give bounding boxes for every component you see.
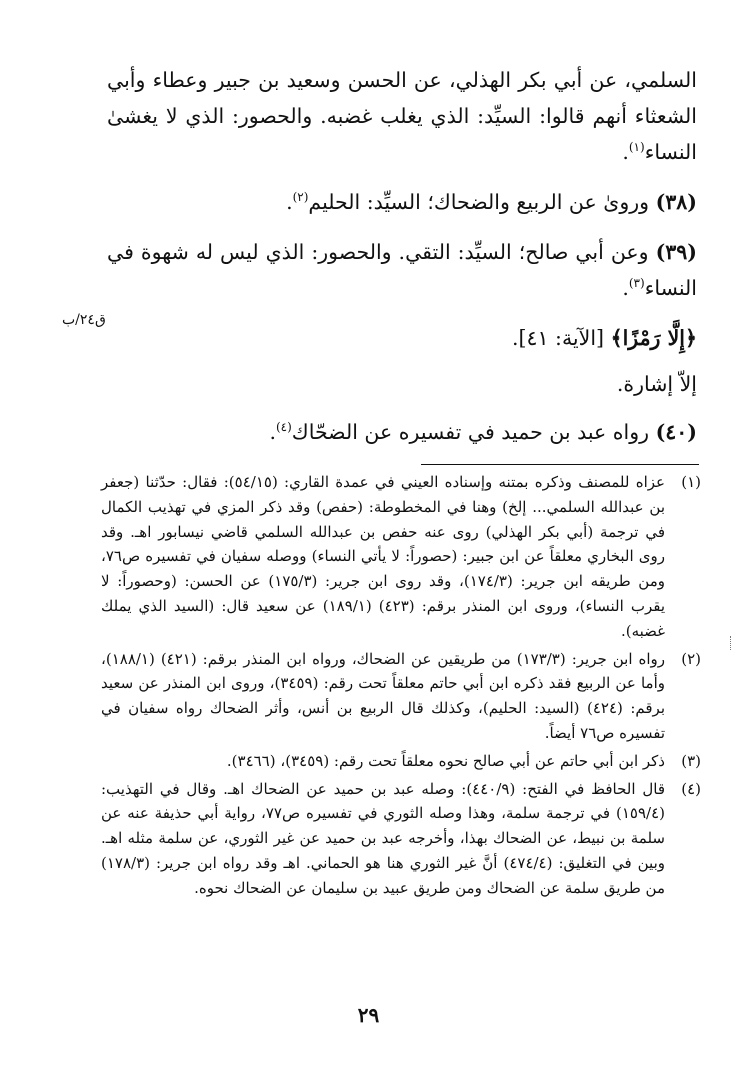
main-text xyxy=(107,62,697,450)
paragraph-38: (٣٨) ورویٰ عن الربیع والضحاك؛ السیِّد: الحلیم$^{(٢)}$. xyxy=(286,190,697,214)
footnote-ref-3[interactable]: (٣) xyxy=(628,276,645,291)
verse-heading xyxy=(107,320,697,356)
footnote-number: (٣) xyxy=(681,751,701,770)
footnote-4 xyxy=(101,777,701,901)
footnote-text: ذكر ابن أبي حاتم عن أبي صالح نحوه معلقاً تحت رقم: (٣٤٥٩)، (٣٤٦٦). xyxy=(226,751,665,770)
footnote-2 xyxy=(101,647,701,746)
manuscript-folio-note: ق٢٤/ب xyxy=(62,312,106,328)
footnote-text: رواه ابن جرير: (١٧٣/٣) من طريقين عن الضحاك، ورواه ابن المنذر برقم: (٤٢١) (١٨٨/١)، وأما عن الربيع فقد ذكره ابن أبي حاتم معلقاً تحت رقم: (٣٤٥٩)، وروى ابن المنذر عن سعيد برقم: (٤٢٤) (السيد: الحليم)، وكذلك قال الربيع بن أنس، وأثر الضحاك رواه سفيان في تفسيره ص٧٦ أيضاً. xyxy=(101,649,665,742)
item-number-40: (٤٠) xyxy=(655,420,697,444)
footnote-ref-4[interactable]: (٤) xyxy=(275,420,292,435)
footnote-ref-1[interactable]: (١) xyxy=(628,140,645,155)
paragraph-38-text: ورویٰ عن الربیع والضحاك؛ السیِّد: الحلیم xyxy=(308,190,650,214)
footnote-text: قال الحافظ في الفتح: (٤٤٠/٩): وصله عبد بن حميد عن الضحاك اهـ. وقال في التهذيب: (١٥٩/٤) في ترجمة سلمة، وهذا وصله الثوري في تفسيره ص٧٧، رواية أبي حذيفة عنه عن سلمة بن نبيط، عن الضحاك بهذا، وأخرجه عبد بن حميد عن غير الثوري، عن سلمة مثله اهـ. وبين في التغليق: (٤٧٤/٤) أنَّ غير الثوري هنا هو الحماني. اهـ وقد رواه ابن جرير: (١٧٨/٣) من طريق سلمة عن الضحاك ومن طريق عبيد بن سليمان عن الضحاك نحوه. xyxy=(101,779,665,897)
footnote-number: (٤) xyxy=(681,779,701,798)
footnote-1 xyxy=(101,470,701,644)
footnote-3 xyxy=(101,749,701,774)
footnotes xyxy=(101,470,701,904)
footnote-number: (١) xyxy=(681,473,701,491)
item-number-38: (٣٨) xyxy=(655,190,697,214)
paragraph-40-text: رواه عبد بن حميد في تفسيره عن الضحّاك xyxy=(291,420,650,444)
verse-explanation xyxy=(107,366,697,402)
paragraph-40: (٤٠) رواه عبد بن حميد في تفسيره عن الضحّاك$^{(٤)}$. xyxy=(269,420,697,444)
scan-edge-mark xyxy=(730,636,735,650)
footnote-text: عزاه للمصنف وذكره بمتنه وإسناده العيني في عمدة القاري: (٥٤/١٥): فقال: حدّثنا (جعفر بن عبدالله السلمي... إلخ) وهنا في المخطوطة: (حفص) وقد ذكر المزي في تهذيب الكمال في ترجمة (أبي بكر الهذلي) روى عنه حفص بن عبدالله السلمي قاضي نيسابور اهـ. وقد روى البخاري معلقاً عن ابن جبير: (حصوراً: لا يأتي النساء) ووصله سفيان في تفسيره ص٧٦، ومن طريقه ابن جرير: (١٧٤/٣)، وقد روى ابن جرير: (١٧٥/٣) عن الحسن: (وحصوراً: لا يقرب النساء)، وروى ابن المنذر برقم: (٤٢٣) (١٨٩/١) عن سعيد قال: (السيد الذي يملك غضبه). xyxy=(101,473,665,640)
paragraph-39: (٣٩) وعن أبي صالح؛ السيِّد: التقي. والحصور: الذي ليس له شهوة في النساء$^{(٣)}$. xyxy=(107,240,697,300)
paragraph-39-text: وعن أبي صالح؛ السيِّد: التقي. والحصور: الذي ليس له شهوة في النساء xyxy=(107,240,697,300)
verse-explanation-text: إلاّ إشارة. xyxy=(616,372,697,396)
paragraph-1: السلمي، عن أبي بكر الهذلي، عن الحسن وسعيد بن جبير وعطاء وأبي الشعثاء أنهم قالوا: السيِّد: الذي يغلب غضبه. والحصور: الذي لا يغشىٰ النساء$^{(١)}$. xyxy=(107,68,697,164)
footnote-ref-2[interactable]: (٢) xyxy=(292,190,309,205)
verse-quote: ﴿إِلَّا رَمْزًا﴾ xyxy=(610,326,697,350)
item-number-39: (٣٩) xyxy=(655,240,697,264)
footnote-number: (٢) xyxy=(681,649,701,668)
page-number: ٢٩ xyxy=(357,1003,380,1027)
paragraph-1-text: السلمي، عن أبي بكر الهذلي، عن الحسن وسعيد بن جبير وعطاء وأبي الشعثاء أنهم قالوا: السيِّد: الذي يغلب غضبه. والحصور: الذي لا يغشىٰ النساء xyxy=(107,68,697,164)
footnote-separator xyxy=(421,464,699,465)
verse-reference: [الآية: ٤١]. xyxy=(511,326,605,350)
